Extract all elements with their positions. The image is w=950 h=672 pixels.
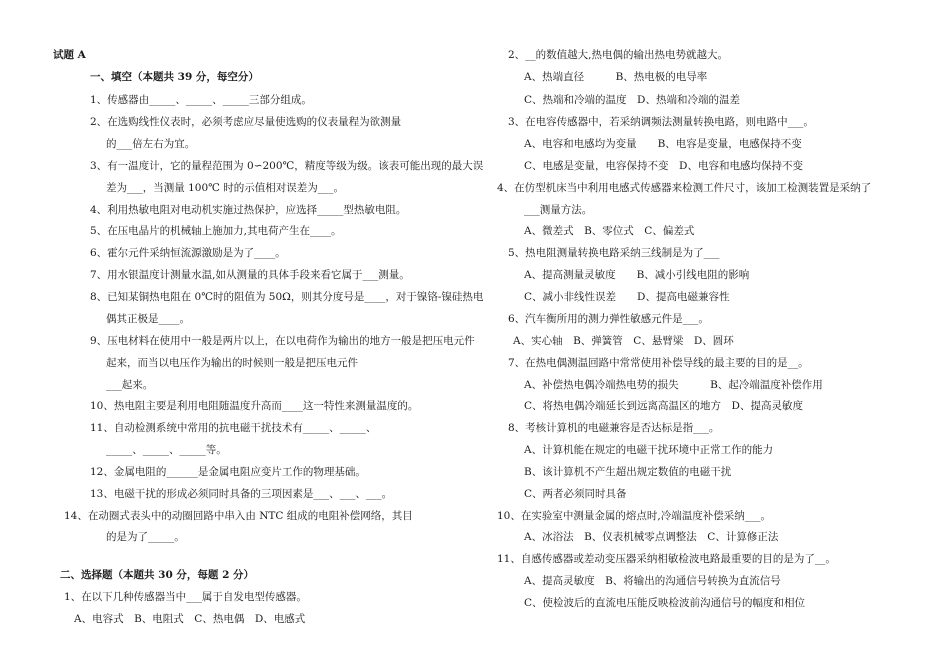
choice-question-11-options-1: A、提高灵敏度 B、将输出的沟通信号转换为直流信号 bbox=[524, 575, 781, 587]
choice-question-1-options: A、电容式 B、电阻式 C、热电偶 D、电感式 bbox=[74, 613, 306, 625]
choice-question-11: 11、自感传感器或差动变压器采纳相敏检波电路最重要的目的是为了__。 bbox=[497, 553, 836, 565]
fill-question-13: 13、电磁干扰的形成必须同时具备的三项因素是___、___、___。 bbox=[90, 488, 393, 500]
fill-question-14: 14、在动圈式表头中的动圈回路中串入由 NTC 组成的电阻补偿网络，其目 bbox=[64, 510, 413, 522]
choice-question-3-options-2: C、电感是变量，电容保持不变 D、电容和电感均保持不变 bbox=[524, 160, 803, 172]
choice-question-6-options: A、实心轴 B、弹簧管 C、悬臂梁 D、圆环 bbox=[513, 335, 734, 347]
choice-question-7-options-1: A、补偿热电偶冷端热电势的损失 B、起冷端温度补偿作用 bbox=[524, 379, 823, 391]
choice-question-8-option-a: A、计算机能在规定的电磁干扰环境中正常工作的能力 bbox=[524, 444, 774, 456]
fill-question-7: 7、用水银温度计测量水温,如从测量的具体手段来看它属于___测量。 bbox=[90, 269, 410, 281]
choice-question-5-options-1: A、提高测量灵敏度 B、减小引线电阻的影响 bbox=[524, 269, 750, 281]
fill-question-2-cont: 的___倍左右为宜。 bbox=[106, 138, 196, 150]
choice-question-3: 3、在电容传感器中，若采纳调频法测量转换电路，则电路中___。 bbox=[508, 116, 814, 128]
fill-question-8: 8、已知某铜热电阻在 0℃时的阻值为 50Ω，则其分度号是____，对于镍铬-镍硅热电 bbox=[90, 291, 484, 303]
fill-question-9-cont: 起来，而当以电压作为输出的时候则一般是把压电元件 bbox=[106, 357, 358, 369]
choice-question-5-options-2: C、减小非线性误差 D、提高电磁兼容性 bbox=[524, 291, 730, 303]
choice-question-10-options: A、冰浴法 B、仪表机械零点调整法 C、计算修正法 bbox=[524, 531, 779, 543]
fill-question-9-cont2: ___起来。 bbox=[106, 379, 154, 391]
exam-title: 试题 A bbox=[53, 49, 86, 61]
choice-question-11-options-2: C、使检波后的直流电压能反映检波前沟通信号的幅度和相位 bbox=[524, 597, 806, 609]
fill-question-14-cont: 的是为了_____。 bbox=[106, 531, 185, 543]
choice-question-8-option-b: B、该计算机不产生超出规定数值的电磁干扰 bbox=[524, 466, 732, 478]
choice-question-2-options-2: C、热端和冷端的温度 D、热端和冷端的温差 bbox=[524, 94, 740, 106]
fill-question-5: 5、在压电晶片的机械轴上施加力,其电荷产生在____。 bbox=[90, 225, 342, 237]
fill-question-3: 3、有一温度计，它的量程范围为 0∽200℃，精度等级为级。该表可能出现的最大误 bbox=[90, 160, 484, 172]
fill-question-9: 9、压电材料在使用中一般是两片以上，在以电荷作为输出的地方一般是把压电元件 bbox=[90, 335, 475, 347]
section-fill-in-heading: 一、填空（本题共 39 分，每空分） bbox=[90, 71, 259, 83]
section-choice-heading: 二、选择题（本题共 30 分，每题 2 分） bbox=[60, 569, 255, 581]
fill-question-3-cont: 差为___，当测量 100℃ 时的示值相对误差为___。 bbox=[106, 182, 344, 194]
choice-question-3-options-1: A、电容和电感均为变量 B、电容是变量，电感保持不变 bbox=[524, 138, 802, 150]
fill-question-11: 11、自动检测系统中常用的抗电磁干扰技术有_____、_____、 bbox=[90, 422, 377, 434]
choice-question-4-options: A、微差式 B、零位式 C、偏差式 bbox=[524, 225, 695, 237]
fill-question-10: 10、热电阻主要是利用电阻随温度升高而____这一特性来测量温度的。 bbox=[90, 400, 419, 412]
choice-question-4-cont: ___测量方法。 bbox=[524, 204, 593, 216]
choice-question-7: 7、在热电偶测温回路中常常使用补偿导线的最主要的目的是__。 bbox=[508, 357, 809, 369]
fill-question-8-cont: 偶其正极是____。 bbox=[106, 313, 190, 325]
fill-question-2: 2、在选购线性仪表时，必须考虑应尽量使选购的仪表量程为欲测量 bbox=[90, 116, 402, 128]
choice-question-10: 10、在实验室中测量金属的熔点时,冷端温度补偿采纳___。 bbox=[497, 510, 771, 522]
choice-question-8: 8、考核计算机的电磁兼容是否达标是指___。 bbox=[508, 422, 720, 434]
choice-question-2: 2、__的数值越大,热电偶的输出热电势就越大。 bbox=[508, 49, 729, 61]
choice-question-4: 4、在仿型机床当中利用电感式传感器来检测工件尺寸，该加工检测装置是采纳了 bbox=[497, 182, 872, 194]
fill-question-4: 4、利用热敏电阻对电动机实施过热保护，应选择_____型热敏电阻。 bbox=[90, 204, 407, 216]
choice-question-2-options-1: A、热端直径 B、热电极的电导率 bbox=[524, 71, 708, 83]
fill-question-6: 6、霍尔元件采纳恒流源激励是为了____。 bbox=[90, 247, 286, 259]
choice-question-6: 6、汽车衡所用的测力弹性敏感元件是___。 bbox=[508, 313, 709, 325]
fill-question-1: 1、传感器由_____、_____、_____三部分组成。 bbox=[90, 94, 312, 106]
choice-question-5: 5、热电阻测量转换电路采纳三线制是为了___ bbox=[508, 247, 720, 259]
choice-question-8-option-c: C、两者必须同时具备 bbox=[524, 488, 627, 500]
fill-question-11-cont: _____、_____、_____等。 bbox=[106, 444, 227, 456]
fill-question-12: 12、金属电阻的______是金属电阻应变片工作的物理基础。 bbox=[90, 466, 366, 478]
choice-question-1: 1、在以下几种传感器当中___属于自发电型传感器。 bbox=[64, 591, 307, 603]
choice-question-7-options-2: C、将热电偶冷端延长到远离高温区的地方 D、提高灵敏度 bbox=[524, 400, 803, 412]
